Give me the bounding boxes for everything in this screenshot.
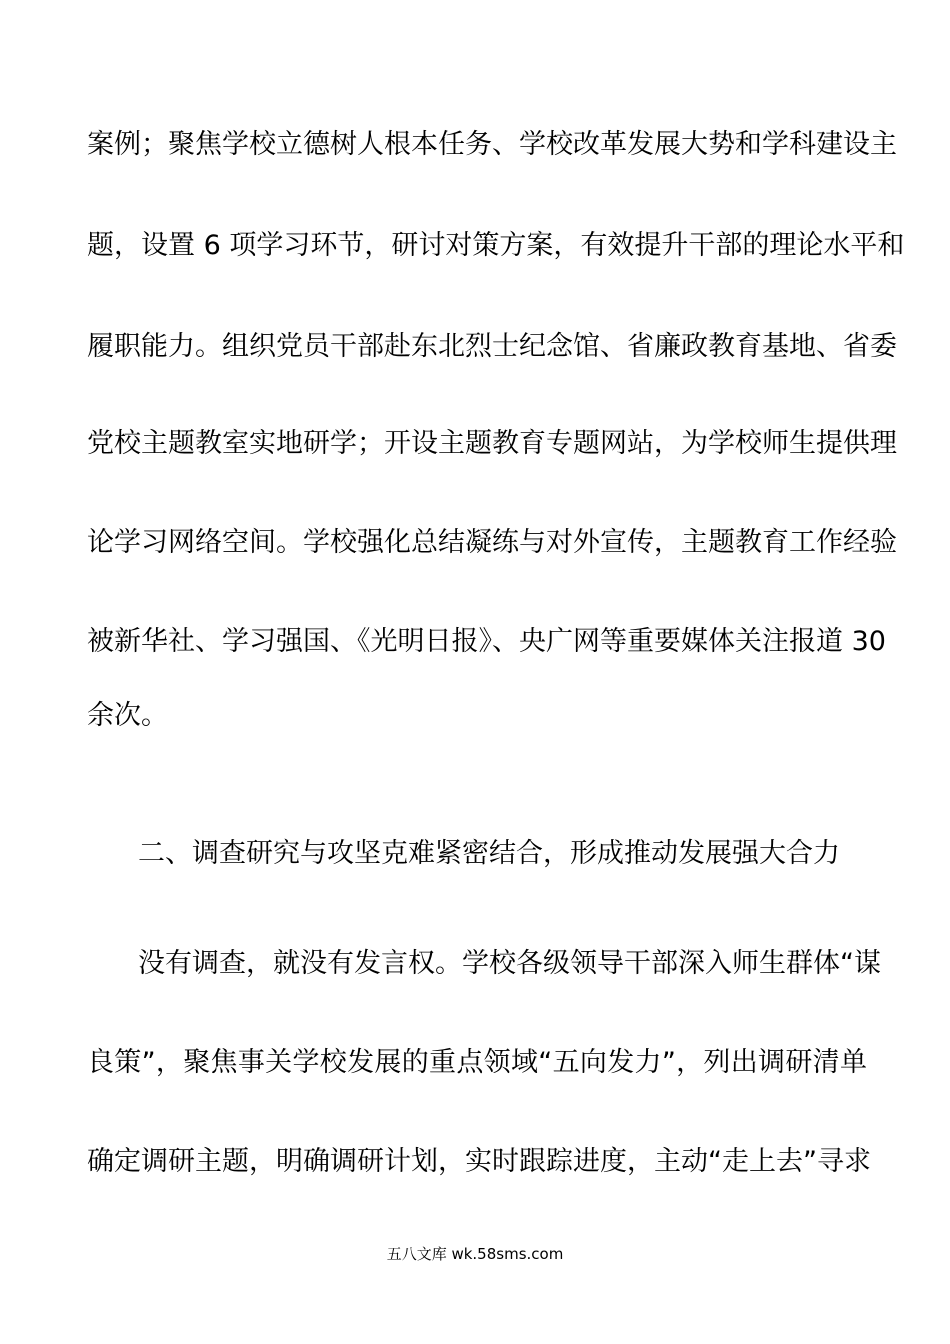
body-line-1: 案例；聚焦学校立德树人根本任务、学校改革发展大势和学科建设主 — [87, 129, 897, 160]
footer-watermark-text: 五八文库 wk.58sms.com — [386, 1245, 564, 1263]
body-line-2: 题，设置 6 项学习环节，研讨对策方案，有效提升干部的理论水平和 — [87, 230, 905, 261]
body-line-7: 余次。 — [87, 700, 168, 731]
body-line-5: 论学习网络空间。学校强化总结凝练与对外宣传，主题教育工作经验 — [87, 527, 897, 558]
paragraph2-line-1: 没有调查，就没有发言权。学校各级领导干部深入师生群体“谋 — [138, 948, 881, 979]
body-line-4: 党校主题教室实地研学；开设主题教育专题网站，为学校师生提供理 — [87, 428, 897, 459]
section-heading: 二、调查研究与攻坚克难紧密结合，形成推动发展强大合力 — [138, 838, 840, 869]
paragraph2-line-3: 确定调研主题，明确调研计划，实时跟踪进度，主动“走上去”寻求 — [87, 1146, 871, 1177]
body-line-3: 履职能力。组织党员干部赴东北烈士纪念馆、省廉政教育基地、省委 — [87, 331, 897, 362]
body-line-6: 被新华社、学习强国、《光明日报》、央广网等重要媒体关注报道 30 — [87, 626, 886, 657]
paragraph2-line-2: 良策”，聚焦事关学校发展的重点领域“五向发力”，列出调研清单 — [87, 1047, 867, 1078]
